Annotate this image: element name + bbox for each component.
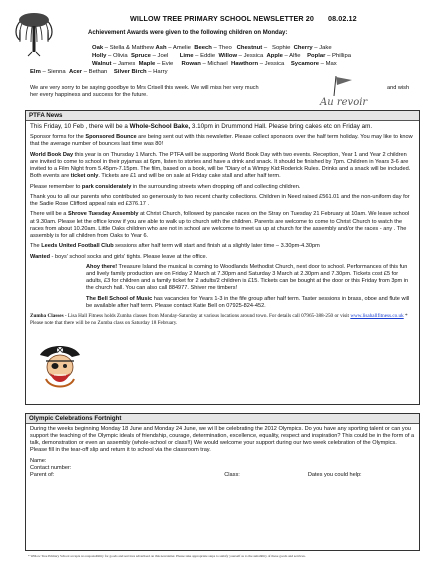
- bell-paragraph: [30, 296, 415, 310]
- ahoy-bold: Ahoy there!: [86, 263, 118, 270]
- award-class: Walnut: [92, 60, 112, 67]
- award-names: – Evie: [155, 60, 180, 67]
- award-class: Elm: [30, 68, 41, 75]
- zumba-title: Zumba Classes: [30, 313, 64, 320]
- award-class: Lime: [179, 52, 194, 59]
- shrove-bold: Shrove Tuesday Assembly: [67, 211, 139, 218]
- award-names: – Bethan: [82, 68, 113, 75]
- awards-row: [92, 53, 351, 61]
- award-names: – Olivia: [106, 52, 130, 59]
- award-class: Hawthorn: [230, 60, 259, 67]
- leeds-pre: The: [30, 243, 42, 250]
- goodbye-tail: and wish: [387, 85, 410, 91]
- award-class: Acer: [68, 68, 83, 75]
- leeds-bold: Leeds United Football Club: [41, 243, 114, 250]
- wanted-bold: Wanted: [30, 253, 50, 260]
- pirate-icon: [36, 339, 84, 391]
- award-names: – Jessica: [237, 52, 265, 59]
- award-class: Silver Birch: [113, 68, 147, 75]
- award-names: – Joel: [150, 52, 179, 59]
- pta-heading: PTFA News: [26, 111, 419, 121]
- bake-pre: This Friday, 10 Feb , there will be a: [30, 123, 130, 130]
- award-class: Oak: [92, 45, 104, 51]
- parent-label: Parent of:: [30, 472, 55, 479]
- award-names: – Phillipa: [325, 52, 352, 59]
- award-names: – Jessica: [258, 60, 290, 67]
- park-post: in the surrounding streets when dropping off and collecting children.: [131, 183, 301, 190]
- park-pre: Please remember to: [30, 183, 82, 190]
- bounce-pre: Sponsor forms for the: [30, 134, 86, 141]
- olympic-heading: Olympic Celebrations Fortnight: [26, 414, 419, 424]
- award-names: – Max: [319, 60, 337, 67]
- award-names: – Sophie: [262, 45, 293, 51]
- goodbye-line2: her every happiness and success for the future.: [30, 92, 148, 99]
- wanted-paragraph: [30, 254, 415, 261]
- world-book-day-paragraph: [30, 152, 415, 181]
- wanted-post: - boys' school socks and girls' tights. Please leave at the office.: [50, 253, 208, 260]
- zumba-link[interactable]: www.lisahallfitness.co.uk: [350, 313, 404, 320]
- award-class: Poplar: [307, 52, 326, 59]
- award-names: – Jake: [312, 45, 332, 51]
- flag-icon: [330, 74, 356, 98]
- wbd-ticket: ticket only: [70, 173, 99, 180]
- award-class: Maple: [138, 60, 156, 67]
- contact-label: Contact number:: [30, 464, 72, 471]
- award-names: – Alfie: [282, 52, 306, 59]
- award-class: Holly: [92, 52, 107, 59]
- bake-post: 3.10pm in Drummond Hall. Please bring cakes etc on Friday am.: [190, 123, 373, 130]
- leeds-paragraph: [30, 243, 415, 250]
- award-names: – Amelie: [166, 45, 193, 51]
- bell-post: has vacancies for Years 1-3 in the fife group after half term. Taster sessions in brass, oboe and flute will be available after half term. Please contact Katie Bell on 07925-824-452.: [86, 295, 410, 309]
- shrove-post: at Christ Church, followed by pancake races on the Stray on Tuesday 21 February at 10am. We leave school at 9.30am. Please let the office know if you are able to walk up to church with the children. Parents are welcome to come to Christ Church to watch the races from about 10.20am. Little Oaks children who are not in school are welcome to meet us up at church for the assembly and/or the races - any . The assembly is for all children from Oaks to Year 6.: [30, 211, 410, 239]
- awards-row: [30, 69, 351, 77]
- award-class: Ash: [155, 45, 167, 51]
- parking-paragraph: [30, 184, 415, 191]
- award-class: Beech: [194, 45, 212, 51]
- park-bold: park considerately: [81, 183, 132, 190]
- thanks-paragraph: Thank you to all our parents who contributed so generously to two recent charity collections. Children in Need raised £561.01 and the non-uniform day for the Sadie Rose Clifford appeal rais ed £376.17 .: [30, 193, 410, 208]
- olympic-body: [26, 424, 419, 481]
- award-names: – Sienna: [40, 68, 68, 75]
- leeds-post: sessions after half term will start and finish at a slightly later time – 3.30pm-4.30pm: [113, 243, 320, 250]
- award-class: Spruce: [130, 52, 151, 59]
- wbd-bold: World Book Day: [30, 151, 74, 158]
- bounce-bold: Sponsored Bounce: [85, 134, 137, 141]
- newsletter-date: 08.02.12: [327, 14, 357, 23]
- award-class: Rowan: [181, 60, 201, 67]
- olympic-paragraph: During the weeks beginning Monday 18 June and Monday 24 June, we wi ll be celebrating the 2012 Olympics. Do you have any sporting talent or can you support the teaching of the Olympic ideals of friendship, courage, determination, excellence, equality, respect and inspiration? This could be in the form of a talk, demonstration or even an assembly (whole-school or class!!) We would welcome your support during our two week celebration of the Olympics. Please fill in the tear-off slip and return it to school via the classroom tray.: [30, 426, 415, 454]
- bake-bold: Whole-School Bake,: [129, 123, 191, 130]
- olympic-box: [25, 413, 420, 551]
- shrove-pre: There will be a: [30, 211, 68, 218]
- goodbye-line1: We are very sorry to be saying goodbye to Mrs Crisell this week. We will miss her very much: [30, 85, 259, 91]
- award-names: – Michael: [200, 60, 230, 67]
- disclaimer-footnote: * Willow Tree Primary School accepts no responsibility for goods and services advertised on this newsletter. Please take appropriate steps to satisfy yourself as to the suitability of these goods and services.: [28, 554, 306, 558]
- award-names: – Eddie: [193, 52, 217, 59]
- class-label: Class:: [224, 472, 240, 479]
- dates-label: Dates you could help:: [307, 472, 362, 479]
- title-text: WILLOW TREE PRIMARY SCHOOL NEWSLETTER 20: [130, 14, 314, 23]
- pta-body: [26, 121, 419, 332]
- award-class: Chestnut: [236, 45, 263, 51]
- award-names: – Theo: [211, 45, 236, 51]
- award-names: – Stella & Matthew: [103, 45, 154, 51]
- pta-news-box: [25, 110, 420, 405]
- zumba-note: * Please note that there will be no Zumba class on Saturday 18 February.: [30, 313, 408, 326]
- newsletter-header: [0, 0, 440, 108]
- zumba-text: - Lisa Hall Fitness holds Zumba classes from Monday-Saturday at various locations around town. For details call 07965-388-250 or visit: [63, 313, 351, 320]
- wbd-post: this year is on Thursday 1 March. The PTFA will be supporting World Book Day with two events. Reception, Year 1 and Year 2 children are invited to come to school in their pyjamas at 6pm, listen to stories and have a drink and snack. It should be finished by 7pm. Children in Years 3-6 are invited to a Film Night from 5.45pm-7.15pm. The film, based on a book, will be "Diary of a Wimpy Kid:Roderick Rules. Drinks and a snack will be included. Both events are: [30, 151, 411, 180]
- award-class: Sycamore: [290, 60, 320, 67]
- award-class: Apple: [266, 52, 283, 59]
- bell-bold: The Bell School of Music: [86, 295, 153, 302]
- awards-row: [92, 45, 351, 53]
- award-names: – James: [111, 60, 137, 67]
- ahoy-post: Treasure Island the musical is coming to Woodlands Methodist Church, next door to school. Performances of this fun and lively family production are on Friday 2 March at 7.30pm and Saturday 3 March at 2.30pm and 7.30pm. Tickets cost £5 for adults, £3 for children and a family ticket for 2 adults/2 children is £15. Tickets can be bought at the door or this Friday from 3pm in the church hall. You can also call 884977. Shiver me timbers!: [86, 263, 409, 292]
- bounce-paragraph: [30, 134, 415, 148]
- award-names: – Harry: [146, 68, 168, 75]
- name-label: Name:: [30, 457, 47, 464]
- zumba-paragraph: [30, 313, 415, 326]
- shrove-paragraph: [30, 211, 415, 240]
- au-revoir-text: Au revoir: [320, 97, 368, 108]
- awards-list: [30, 45, 352, 77]
- wbd-end: . Tickets are £1 and will be on sale at Friday cake stall and after half term.: [98, 173, 281, 180]
- tear-off-row: [30, 472, 415, 479]
- bake-paragraph: [30, 123, 415, 131]
- awards-intro: Achievement Awards were given to the following children on Monday:: [88, 30, 288, 36]
- willow-tree-logo-icon: [8, 6, 60, 58]
- newsletter-title: [130, 14, 357, 23]
- award-class: Cherry: [293, 45, 313, 51]
- awards-row: [92, 61, 351, 69]
- award-class: Willow: [218, 52, 238, 59]
- ahoy-paragraph: [30, 264, 415, 293]
- bounce-post: are being sent out with this newsletter. Please collect sponsors over the half term holiday. You may like to know that the average number of bounces last time was 80!: [30, 134, 413, 148]
